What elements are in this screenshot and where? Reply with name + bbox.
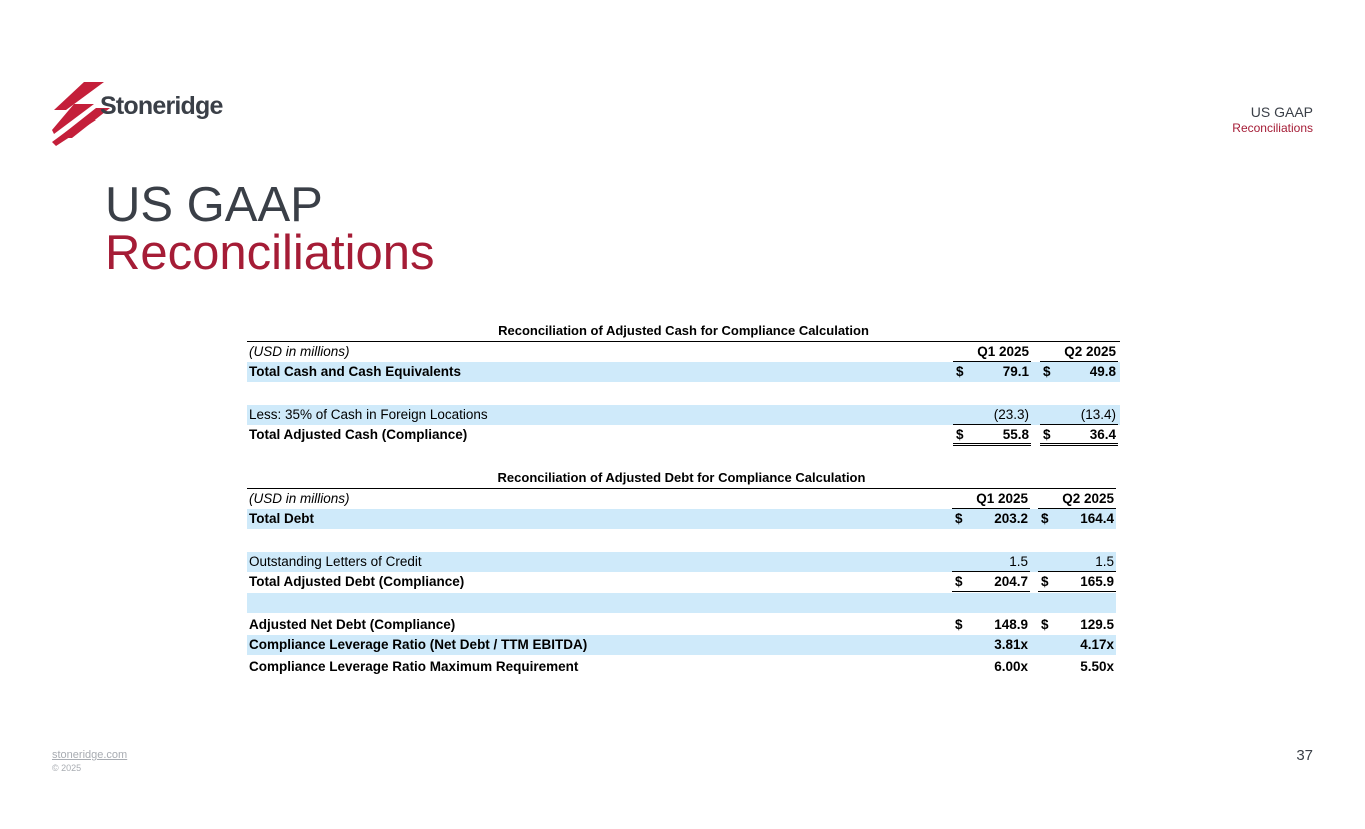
logo-wordmark: Stoneridge: [100, 92, 223, 120]
value-cell: 1.5: [952, 552, 1030, 572]
value-cell: $ 36.4: [1040, 425, 1118, 446]
cash-table-header-row: [247, 342, 1120, 362]
page-title-line1: US GAAP: [105, 178, 323, 232]
table-row: Outstanding Letters of Credit 1.5 1.5: [247, 552, 1116, 572]
value-cell: $ 148.9: [955, 617, 1028, 632]
value-cell: $ 55.8: [953, 425, 1031, 446]
cash-col-q2: Q2 2025: [1040, 342, 1118, 362]
debt-unit-label: (USD in millions): [249, 491, 350, 506]
table-row: Total Adjusted Debt (Compliance) $ 204.7 $ 165.9: [247, 572, 1116, 592]
table-row: Total Debt $ 203.2 $ 164.4: [247, 509, 1116, 529]
section-header: [1232, 104, 1313, 136]
table-row-spacer: [247, 593, 1116, 613]
value-cell: 5.50x: [1080, 659, 1114, 674]
value-cell: $ 129.5: [1041, 617, 1114, 632]
debt-table-header-row: [247, 489, 1116, 509]
value-cell: 6.00x: [994, 659, 1028, 674]
table-row: Adjusted Net Debt (Compliance) $ 148.9 $ 129.5: [247, 615, 1116, 635]
stoneridge-logo: [52, 80, 223, 148]
table-row: Total Cash and Cash Equivalents $ 79.1 $ 49.8: [247, 362, 1120, 382]
website-link[interactable]: stoneridge.com: [52, 749, 128, 761]
table-row: Less: 35% of Cash in Foreign Locations (23.3) (13.4): [247, 405, 1120, 425]
cash-col-q1: Q1 2025: [953, 342, 1031, 362]
debt-table-title: Reconciliation of Adjusted Debt for Compliance Calculation: [497, 470, 866, 485]
page-number: 37: [1296, 747, 1313, 764]
debt-col-q1: Q1 2025: [952, 489, 1030, 509]
section-label: US GAAP: [1250, 104, 1313, 120]
value-cell: 3.81x: [994, 637, 1028, 652]
value-cell: $ 203.2: [955, 511, 1028, 526]
page-title-line2: Reconciliations: [105, 226, 435, 280]
subsection-label: Reconciliations: [1232, 121, 1313, 135]
table-row: Total Adjusted Cash (Compliance) $ 55.8 $ 36.4: [247, 425, 1120, 445]
value-cell: 1.5: [1038, 552, 1116, 572]
table-row: Compliance Leverage Ratio Maximum Requirement 6.00x 5.50x: [247, 657, 1116, 677]
value-cell: (23.3): [953, 405, 1031, 425]
copyright: © 2025: [52, 763, 82, 773]
value-cell: $ 79.1: [956, 364, 1029, 379]
value-cell: (13.4): [1040, 405, 1118, 425]
value-cell: $ 49.8: [1043, 364, 1116, 379]
page-title: [105, 178, 435, 280]
cash-table-title: Reconciliation of Adjusted Cash for Compliance Calculation: [498, 323, 869, 338]
value-cell: $ 204.7: [952, 572, 1030, 592]
value-cell: $ 165.9: [1038, 572, 1116, 592]
value-cell: $ 164.4: [1041, 511, 1114, 526]
table-row: Compliance Leverage Ratio (Net Debt / TTM EBITDA) 3.81x 4.17x: [247, 635, 1116, 655]
debt-col-q2: Q2 2025: [1038, 489, 1116, 509]
value-cell: 4.17x: [1080, 637, 1114, 652]
cash-unit-label: (USD in millions): [249, 344, 350, 359]
